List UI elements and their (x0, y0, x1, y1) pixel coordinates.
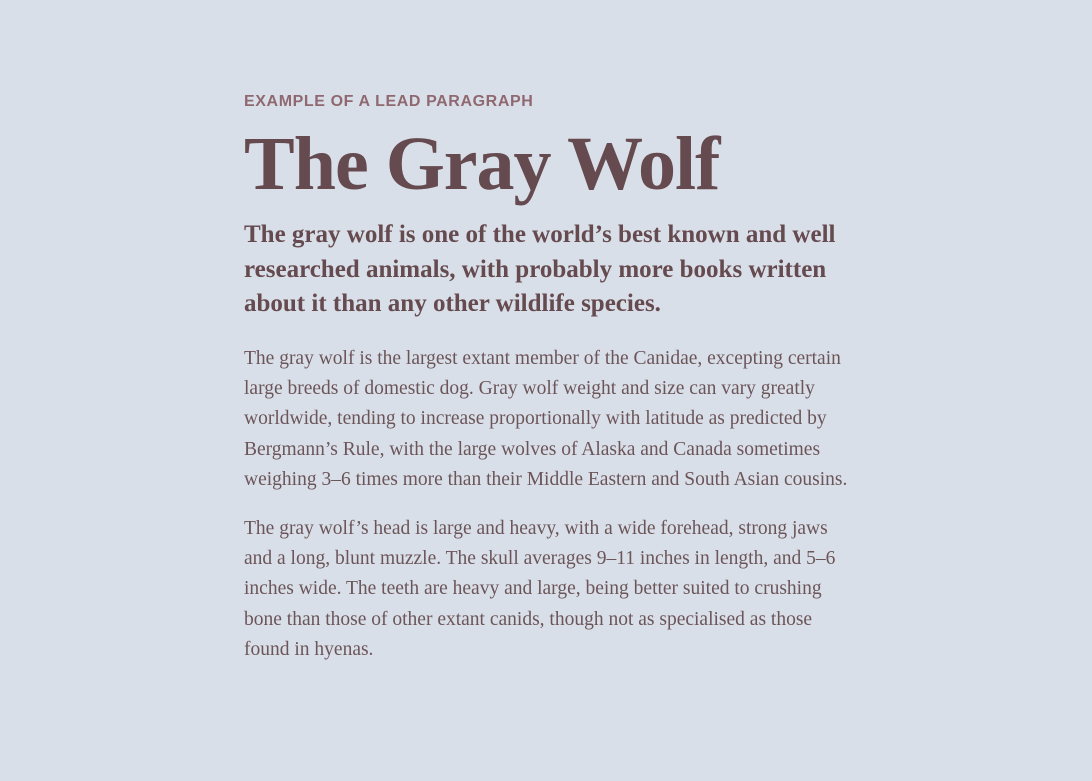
body-paragraph-2: The gray wolf’s head is large and heavy, with a wide forehead, strong jaws and a long, blunt muzzle. The skull averages 9–11 inches in length, and 5–6 inches wide. The teeth are heavy and large, being better suited to crushing bone than those of other extant canids, though not as specialised as those found in hyenas. (244, 517, 836, 661)
eyebrow-label: EXAMPLE OF A LEAD PARAGRAPH (244, 93, 534, 110)
body-paragraph-1: The gray wolf is the largest extant member of the Canidae, excepting certain large breeds of domestic dog. Gray wolf weight and size can vary greatly worldwide, tending to increase proportionally with latitude as predicted by Bergmann’s Rule, with the large wolves of Alaska and Canada sometimes weighing 3–6 times more than their Middle Eastern and South Asian cousins. (244, 347, 848, 491)
lead-paragraph: The gray wolf is one of the world’s best known and well researched animals, with probably more books written about it than any other wildlife species. (244, 221, 836, 317)
page-title: The Gray Wolf (244, 122, 720, 206)
article (244, 92, 864, 666)
